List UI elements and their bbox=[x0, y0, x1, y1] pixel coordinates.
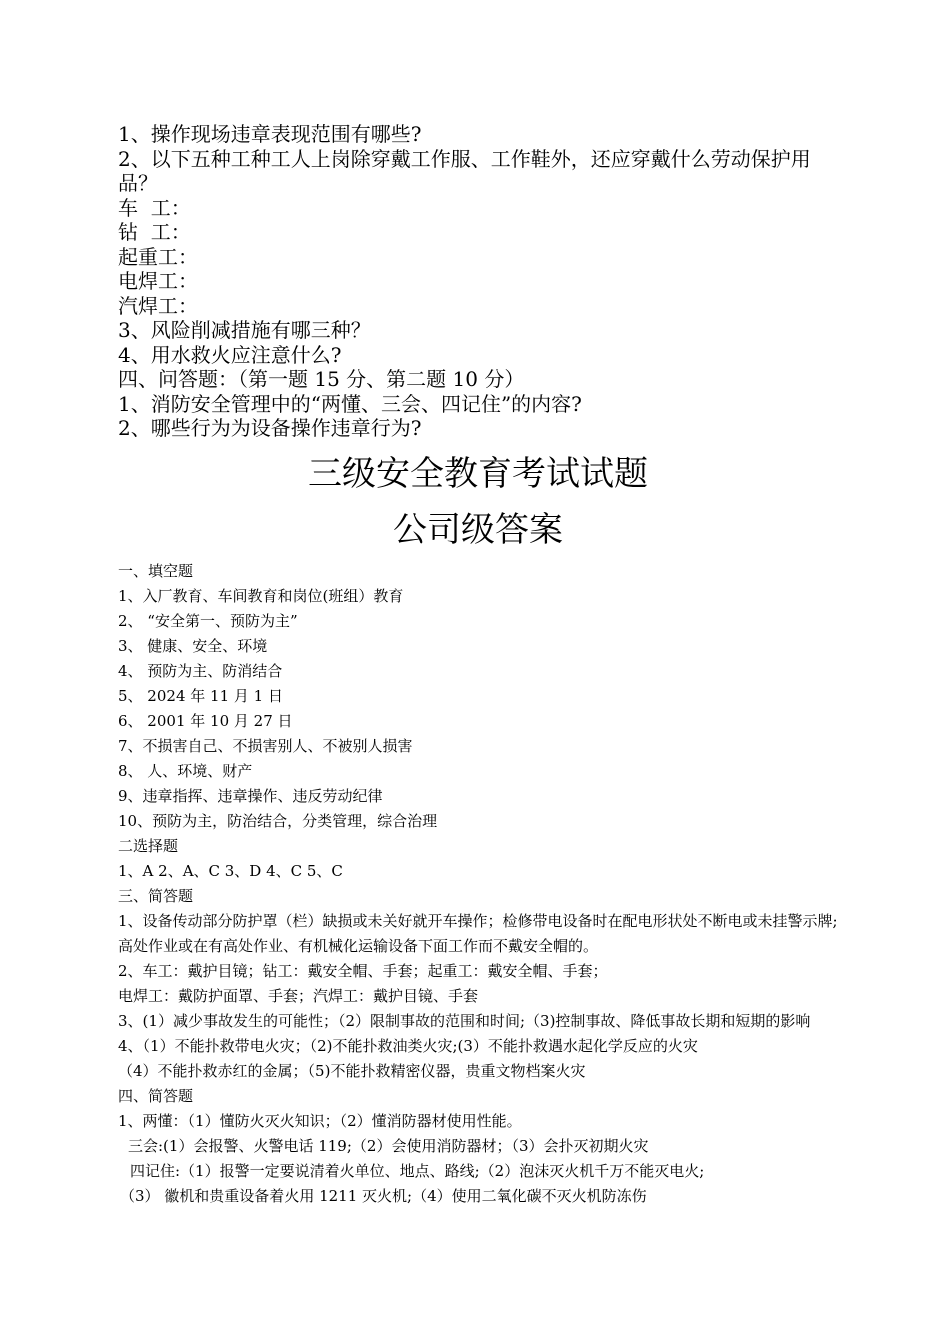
answer-line: 4、（1）不能扑救带电火灾；（2)不能扑救油类火灾;(3）不能扑救遇水起化学反应的火灾 bbox=[118, 1036, 698, 1055]
answer-line: 3、 健康、安全、环境 bbox=[118, 636, 268, 655]
answer-line: 9、违章指挥、违章操作、违反劳动纪律 bbox=[118, 786, 383, 805]
answer-section bbox=[118, 559, 838, 1209]
answer-line: 2、车工：戴护目镜；钻工：戴安全帽、手套；起重工：戴安全帽、手套； bbox=[118, 961, 608, 980]
question-line: 2、哪些行为为设备操作违章行为? bbox=[118, 416, 422, 440]
answer-line: 6、 2001 年 10 月 27 日 bbox=[118, 711, 293, 730]
section-heading: 四、简答题 bbox=[118, 1086, 194, 1105]
exam-title: 三级安全教育考试试题 bbox=[308, 453, 648, 494]
answer-line: 10、预防为主，防治结合，分类管理，综合治理 bbox=[118, 811, 438, 830]
answer-line: 7、不损害自己、不损害别人、不被别人损害 bbox=[118, 736, 413, 755]
answer-line: 1、A 2、A、C 3、D 4、C 5、C bbox=[118, 861, 343, 880]
answer-line: 4、 预防为主、防消结合 bbox=[118, 661, 283, 680]
question-line: 1、消防安全管理中的“两懂、三会、四记住”的内容? bbox=[118, 391, 582, 416]
section-heading: 三、简答题 bbox=[118, 886, 194, 905]
question-line: 车 工： bbox=[118, 195, 191, 220]
question-line: 3、风险削减措施有哪三种？ bbox=[118, 318, 371, 342]
question-line: 1、操作现场违章表现范围有哪些? bbox=[118, 122, 422, 146]
question-line: 钻 工： bbox=[118, 220, 191, 244]
question-line: 四、问答题：（第一题 15 分、第二题 10 分） bbox=[118, 367, 525, 391]
answer-line: 1、入厂教育、车间教育和岗位(班组）教育 bbox=[118, 586, 404, 605]
document-page bbox=[118, 122, 838, 1209]
answer-line: 电焊工：戴防护面罩、手套；汽焊工：戴护目镜、手套 bbox=[118, 986, 479, 1005]
answer-line: 三会:(1）会报警、火警电话 119;（2）会使用消防器材；（3）会扑灭初期火灾 bbox=[128, 1136, 649, 1155]
answer-line: 1、两懂：（1）懂防火灭火知识；（2）懂消防器材使用性能。 bbox=[118, 1111, 522, 1130]
answer-line: （4）不能扑救赤红的金属；（5)不能扑救精密仪器，贵重文物档案火灾 bbox=[118, 1061, 586, 1080]
answer-subtitle: 公司级答案 bbox=[393, 509, 563, 550]
section-heading: 一、填空题 bbox=[118, 561, 194, 580]
answer-line: 3、(1）减少事故发生的可能性；（2）限制事故的范围和时间;（3)控制事故、降低事故长期和短期的影响 bbox=[118, 1011, 811, 1030]
answer-line: 2、 “安全第一、预防为主” bbox=[118, 611, 298, 630]
question-line: 电焊工： bbox=[118, 269, 198, 293]
answer-line: 8、 人、环境、财产 bbox=[118, 761, 253, 780]
answer-line: 5、 2024 年 11 月 1 日 bbox=[118, 686, 283, 705]
answer-line: （3） 徽机和贵重设备着火用 1211 灭火机;（4）使用二氧化碳不灭火机防冻伤 bbox=[120, 1186, 647, 1205]
question-section bbox=[118, 122, 838, 441]
question-line: 4、用水救火应注意什么? bbox=[118, 342, 342, 367]
question-line: 汽焊工： bbox=[118, 293, 198, 318]
question-line: 起重工： bbox=[118, 244, 198, 269]
answer-line: 四记住:（1）报警一定要说清着火单位、地点、路线;（2）泡沫灭火机千万不能灭电火; bbox=[130, 1161, 705, 1180]
section-heading: 二选择题 bbox=[118, 836, 179, 855]
answer-line: 1、设备传动部分防护罩（栏）缺损或未关好就开车操作；检修带电设备时在配电形状处不断电或未挂警示牌;高处作业或在有高处作业、有机械化运输设备下面工作而不戴安全帽的。 bbox=[118, 911, 838, 955]
question-line: 2、以下五种工种工人上岗除穿戴工作服、工作鞋外，还应穿戴什么劳动保护用品？ bbox=[118, 146, 811, 195]
